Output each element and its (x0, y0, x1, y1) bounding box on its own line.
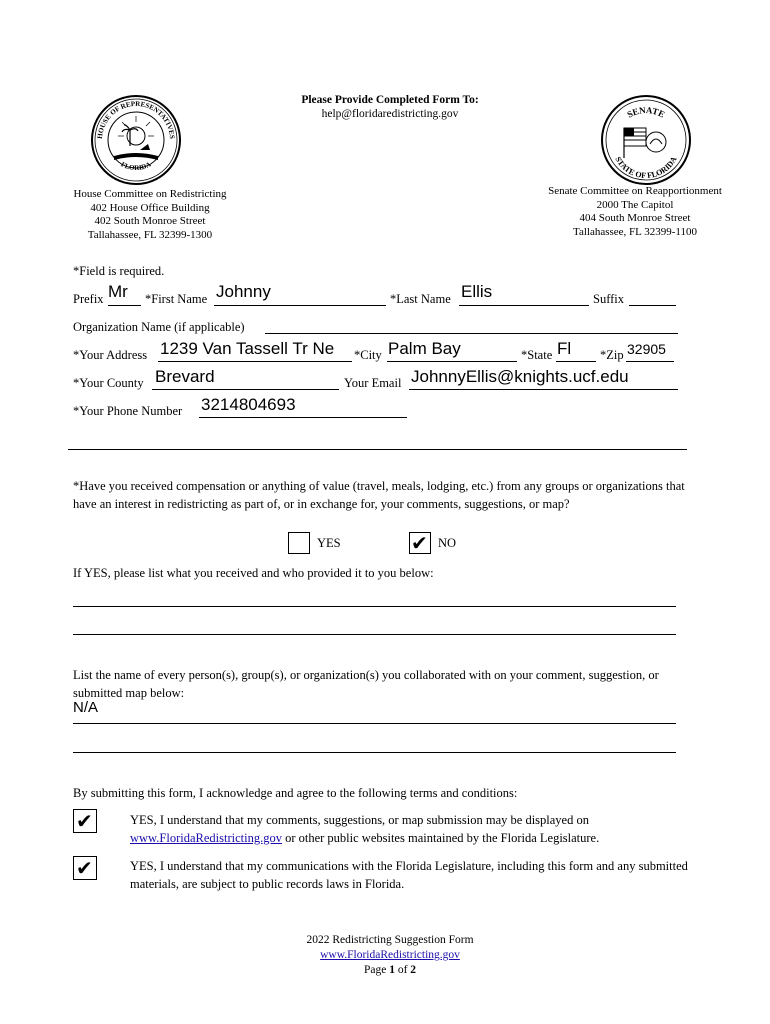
if-yes-line-1[interactable] (73, 606, 676, 607)
prefix-input[interactable]: Mr (108, 282, 128, 301)
terms-2-text: YES, I understand that my communications with the Florida Legislature, including this form and any submitted materials, are subject to public records laws in Florida. (130, 859, 688, 891)
compensation-question: *Have you received compensation or anything of value (travel, meals, lodging, etc.) from any groups or organizations that have an interest in redistricting as part of, or in exchange for, your comments, suggestions, or map? (73, 479, 685, 511)
terms-1-text-a: YES, I understand that my comments, suggestions, or map submission may be displayed on (130, 813, 589, 827)
zip-input[interactable]: 32905 (627, 341, 666, 357)
organization-label: Organization Name (if applicable) (73, 320, 245, 334)
email-underline (409, 389, 678, 390)
house-address-line: 402 South Monroe Street (94, 215, 206, 227)
state-label: *State (521, 348, 553, 362)
suffix-label: Suffix (593, 292, 625, 306)
address-underline (158, 361, 352, 362)
send-to-email[interactable]: help@floridaredistricting.gov (321, 108, 459, 120)
no-label: NO (438, 536, 457, 550)
phone-underline (199, 417, 407, 418)
send-to-title: Please Provide Completed Form To: (301, 94, 479, 106)
first-name-label: *First Name (145, 292, 208, 306)
footer-website-link[interactable]: www.FloridaRedistricting.gov (320, 949, 460, 961)
no-checkmark-icon: ✔ (411, 531, 428, 555)
last-name-label: *Last Name (390, 292, 451, 306)
collaborators-line-2[interactable] (73, 752, 676, 753)
phone-input[interactable]: 3214804693 (201, 395, 296, 414)
terms-1-checkmark-icon: ✔ (76, 809, 93, 833)
terms-intro: By submitting this form, I acknowledge and agree to the following terms and conditions: (73, 786, 518, 800)
email-input[interactable]: JohnnyEllis@knights.ucf.edu (411, 367, 629, 386)
city-label: *City (354, 348, 382, 362)
house-address-line: House Committee on Redistricting (73, 188, 227, 200)
senate-address (525, 185, 745, 239)
house-address (50, 188, 250, 242)
last-name-input[interactable]: Ellis (461, 282, 493, 301)
no-checkbox[interactable] (409, 532, 431, 554)
of-word: of (397, 964, 408, 976)
senate-address-line: Senate Committee on Reapportionment (548, 185, 722, 197)
zip-label: *Zip (600, 348, 624, 362)
terms-2-checkmark-icon: ✔ (76, 856, 93, 880)
house-address-line: Tallahassee, FL 32399-1300 (87, 228, 213, 241)
send-to-block (235, 94, 545, 120)
senate-seal-text-top: SENATE (625, 105, 667, 120)
senate-address-line: 404 South Monroe Street (579, 212, 691, 224)
organization-underline (265, 333, 678, 334)
yes-label: YES (317, 536, 341, 550)
collaborators-answer[interactable]: N/A (73, 699, 99, 716)
collaborators-line-1[interactable] (73, 723, 676, 724)
prefix-label: Prefix (73, 292, 104, 306)
senate-seal-icon (600, 94, 692, 186)
page-indicator (235, 963, 545, 978)
yes-checkbox[interactable] (288, 532, 310, 554)
first-name-underline (214, 305, 386, 306)
zip-underline (626, 361, 674, 362)
page-word: Page (363, 964, 387, 976)
page-number: 1 (389, 964, 395, 976)
house-address-line: 402 House Office Building (90, 201, 210, 214)
address-input[interactable]: 1239 Van Tassell Tr Ne (160, 339, 335, 358)
last-name-underline (459, 305, 589, 306)
county-label: *Your County (73, 376, 144, 390)
county-input[interactable]: Brevard (155, 367, 215, 386)
terms-1-link[interactable]: www.FloridaRedistricting.gov (130, 830, 282, 845)
state-input[interactable]: Fl (557, 339, 572, 358)
house-seal-text-top: HOUSE OF REPRESENTATIVES (95, 99, 177, 140)
senate-seal-text-bottom: STATE OF FLORIDA (613, 154, 679, 181)
house-seal-text-bottom: FLORIDA (119, 160, 153, 173)
county-underline (152, 389, 339, 390)
address-label: *Your Address (73, 348, 148, 362)
footer (235, 933, 545, 978)
section-divider (68, 449, 687, 450)
city-underline (387, 361, 517, 362)
terms-1-text (130, 812, 690, 847)
required-note: *Field is required. (73, 264, 165, 278)
phone-label: *Your Phone Number (73, 404, 183, 418)
terms-1-checkbox[interactable] (73, 809, 97, 833)
terms-2-checkbox[interactable] (73, 856, 97, 880)
terms-1-text-b: or other public websites maintained by the Florida Legislature. (281, 830, 600, 845)
page-total: 2 (410, 964, 417, 976)
footer-form-title: 2022 Redistricting Suggestion Form (306, 934, 474, 946)
collaborators-prompt: List the name of every person(s), group(s), or organization(s) you collaborated with on your comment, suggestion, or submitted map below: (73, 668, 659, 700)
prefix-underline (108, 305, 141, 306)
senate-address-line: Tallahassee, FL 32399-1100 (573, 225, 697, 238)
first-name-input[interactable]: Johnny (216, 282, 271, 301)
senate-address-line: 2000 The Capitol (596, 198, 674, 211)
suffix-underline (629, 305, 676, 306)
state-underline (556, 361, 596, 362)
if-yes-line-2[interactable] (73, 634, 676, 635)
house-seal-icon (90, 94, 182, 186)
email-label: Your Email (344, 376, 402, 390)
city-input[interactable]: Palm Bay (388, 339, 461, 358)
if-yes-prompt: If YES, please list what you received and who provided it to you below: (73, 566, 434, 580)
